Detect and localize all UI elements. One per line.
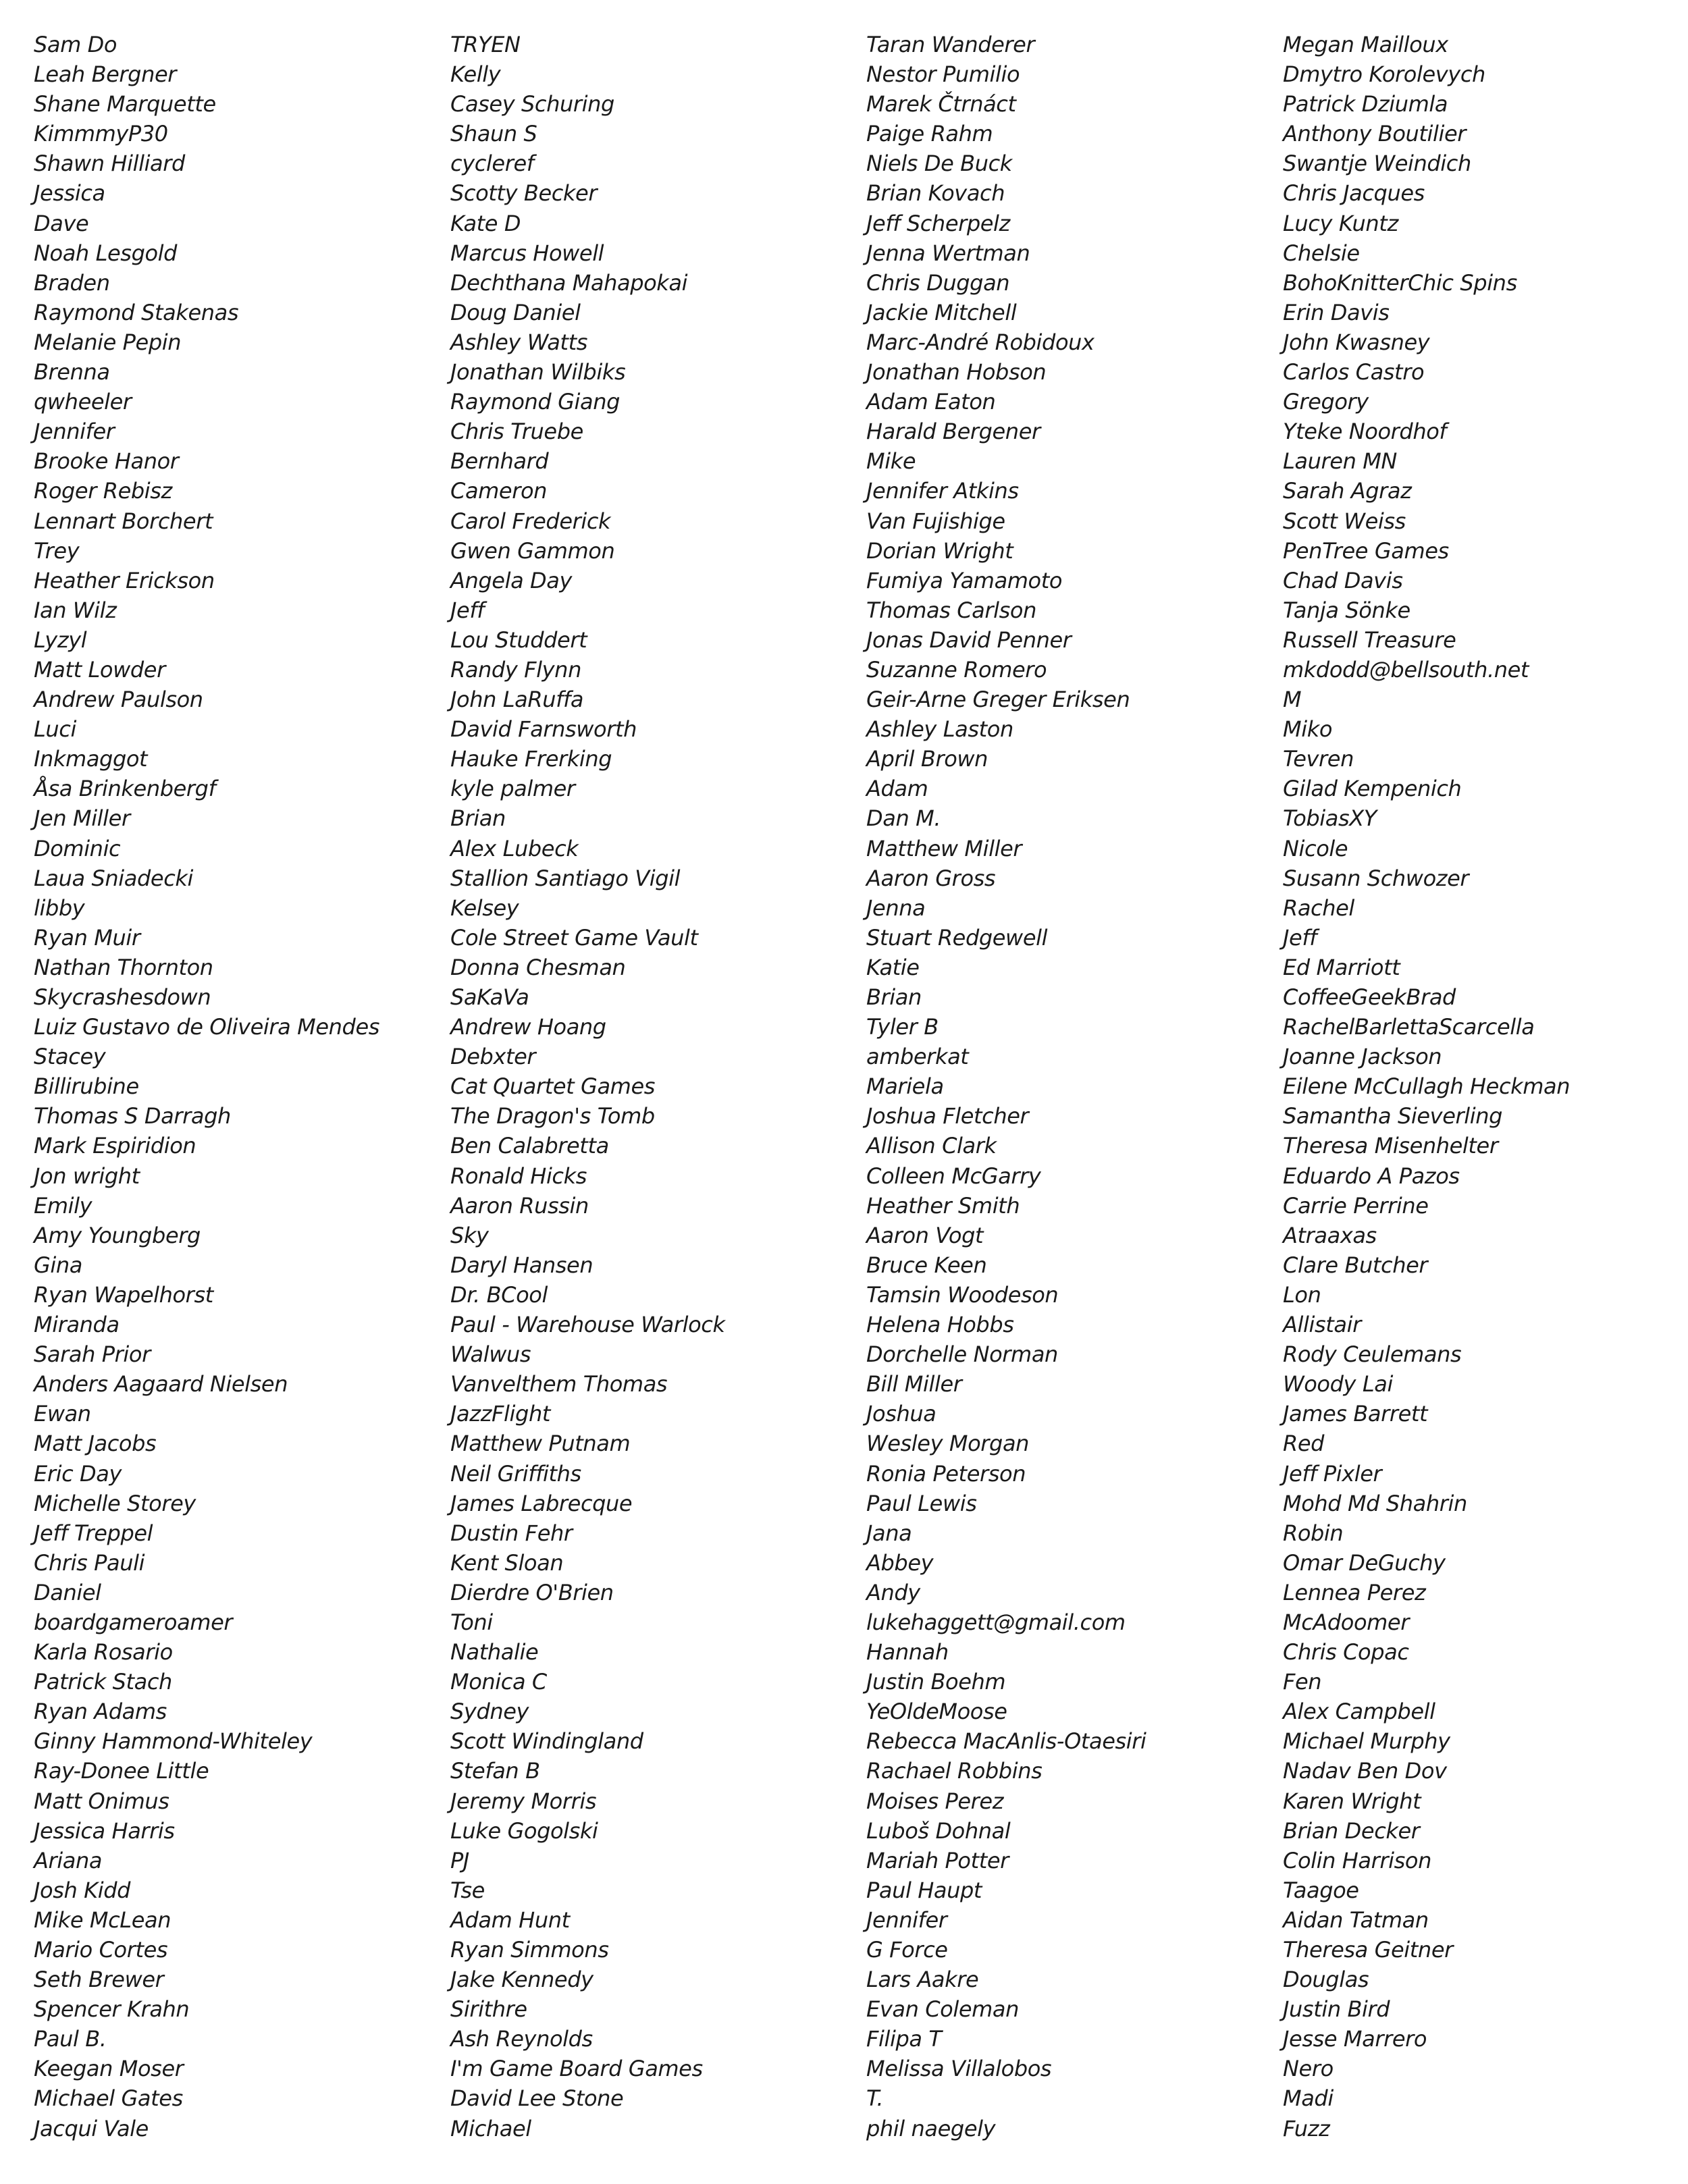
name-list-item: Matt Lowder <box>34 656 165 683</box>
name-list-item: Patrick Stach <box>34 1669 172 1695</box>
name-list-item: Luci <box>34 716 76 743</box>
name-list-item: Josh Kidd <box>34 1877 131 1903</box>
name-list-item: Shaun S <box>450 121 537 147</box>
name-list-item: BohoKnitterChic Spins <box>1283 269 1517 296</box>
name-list-item: John Kwasney <box>1283 329 1430 355</box>
name-list-item: Fen <box>1283 1669 1322 1695</box>
name-list-item: Raymond Giang <box>450 389 620 415</box>
name-list-item: Brenna <box>34 359 110 385</box>
name-list-item: Samantha Sieverling <box>1283 1103 1503 1129</box>
name-list-item: Joanne Jackson <box>1283 1044 1442 1070</box>
name-list-item: Michelle Storey <box>34 1490 196 1516</box>
name-list-item: Nathalie <box>450 1639 539 1666</box>
name-list-item: Joshua <box>866 1401 937 1427</box>
name-list-item: Evan Coleman <box>866 1996 1019 2023</box>
name-list-item: Lennart Borchert <box>34 508 213 534</box>
name-list-item: I'm Game Board Games <box>450 2056 703 2082</box>
name-list-item: Adam Eaton <box>866 389 996 415</box>
name-list-item: Sky <box>450 1222 489 1248</box>
name-list-item: Marek Čtrnáct <box>866 91 1016 117</box>
name-list-item: Karla Rosario <box>34 1639 173 1666</box>
name-list-item: TobiasXY <box>1283 805 1377 832</box>
name-list-item: Erin Davis <box>1283 299 1390 325</box>
name-list-item: Alex Lubeck <box>450 835 579 861</box>
name-list-item: Daniel <box>34 1579 101 1605</box>
name-list-item: Lon <box>1283 1281 1321 1308</box>
name-list-item: Jenna Wertman <box>866 240 1030 266</box>
name-list-item: Jon wright <box>34 1163 140 1189</box>
name-list-item: Skycrashesdown <box>34 984 211 1010</box>
name-list-item: Dierdre O'Brien <box>450 1579 614 1605</box>
name-list-item: Jessica <box>34 180 105 207</box>
name-list-item: Sirithre <box>450 1996 527 2023</box>
name-list-item: Tyler B <box>866 1014 939 1040</box>
name-list-item: Helena Hobbs <box>866 1312 1014 1338</box>
name-list-item: Jeff Scherpelz <box>866 210 1010 236</box>
name-column-1 <box>34 30 439 2143</box>
name-list-item: Sarah Prior <box>34 1341 151 1368</box>
name-list-item: Ryan Wapelhorst <box>34 1281 213 1308</box>
name-list-item: Aaron Russin <box>450 1192 589 1219</box>
name-list-item: Åsa Brinkenbergf <box>34 776 216 802</box>
name-list-item: Marcus Howell <box>450 240 604 266</box>
name-list-item: Kelly <box>450 61 501 88</box>
name-list-item: Ryan Muir <box>34 924 140 951</box>
name-list-item: Andrew Hoang <box>450 1014 606 1040</box>
name-list-item: Chelsie <box>1283 240 1360 266</box>
name-list-item: Ariana <box>34 1847 103 1873</box>
name-list-item: Woody Lai <box>1283 1371 1393 1397</box>
name-list-item: Ronald Hicks <box>450 1163 587 1189</box>
name-list-item: Chad Davis <box>1283 567 1403 593</box>
name-list-item: Melanie Pepin <box>34 329 182 355</box>
name-list-item: Omar DeGuchy <box>1283 1549 1446 1576</box>
name-list-item: Casey Schuring <box>450 91 614 117</box>
name-list-item: Michael <box>450 2115 531 2141</box>
name-list-item: Justin Boehm <box>866 1669 1006 1695</box>
name-list-item: Ewan <box>34 1401 91 1427</box>
name-list-item: Douglas <box>1283 1967 1369 1993</box>
name-list-item: Stallion Santiago Vigil <box>450 865 681 891</box>
name-list-item: SaKaVa <box>450 984 529 1010</box>
name-list-item: Matt Jacobs <box>34 1431 157 1457</box>
name-list-item: Kelsey <box>450 895 519 921</box>
name-list-item: Ashley Watts <box>450 329 587 355</box>
name-column-2 <box>450 30 855 2143</box>
name-list-item: Mark Espiridion <box>34 1133 196 1159</box>
name-list-item: Michael Murphy <box>1283 1728 1450 1755</box>
name-list-item: Megan Mailloux <box>1283 32 1448 57</box>
name-list-item: Chris Jacques <box>1283 180 1425 207</box>
name-list-item: Paul Haupt <box>866 1877 982 1903</box>
name-list-item: Stuart Redgewell <box>866 924 1048 951</box>
name-list-item: Nadav Ben Dov <box>1283 1758 1447 1784</box>
name-list-item: Walwus <box>450 1341 531 1368</box>
name-list-item: Brian <box>450 805 506 832</box>
name-list-item: Karen Wright <box>1283 1788 1421 1814</box>
name-list-item: Dominic <box>34 835 121 861</box>
name-list-item: Geir-Arne Greger Eriksen <box>866 687 1130 713</box>
name-list-item: Wesley Morgan <box>866 1431 1030 1457</box>
name-list-item: Dmytro Korolevych <box>1283 61 1485 88</box>
name-list-item: Jen Miller <box>34 805 130 832</box>
name-list-item: Aidan Tatman <box>1283 1907 1429 1933</box>
name-list-item: Mike <box>866 448 916 475</box>
name-list-item: Russell Treasure <box>1283 627 1456 653</box>
name-list-item: Shane Marquette <box>34 91 216 117</box>
name-list-item: Cat Quartet Games <box>450 1073 655 1100</box>
name-list-item: Matt Onimus <box>34 1788 169 1814</box>
name-list-item: Nathan Thornton <box>34 954 213 980</box>
name-list-item: Allistair <box>1283 1312 1361 1338</box>
name-list-item: Chris Duggan <box>866 269 1010 296</box>
name-list-item: The Dragon's Tomb <box>450 1103 655 1129</box>
name-list-item: Vanvelthem Thomas <box>450 1371 668 1397</box>
name-list-item: Thomas Carlson <box>866 597 1036 623</box>
name-list-item: Allison Clark <box>866 1133 997 1159</box>
name-list-item: Nero <box>1283 2056 1334 2082</box>
name-list-item: Dorian Wright <box>866 537 1013 564</box>
name-list-item: Emily <box>34 1192 93 1219</box>
name-list-item: Spencer Krahn <box>34 1996 190 2023</box>
name-list-item: Scott Windingland <box>450 1728 643 1755</box>
name-list-item: Suzanne Romero <box>866 656 1047 683</box>
name-list-item: Ashley Laston <box>866 716 1013 743</box>
name-list-item: G Force <box>866 1937 948 1963</box>
name-list-item: Trey <box>34 537 80 564</box>
name-list-item: Scotty Becker <box>450 180 598 207</box>
name-list-item: Tanja Sönke <box>1283 597 1410 623</box>
name-list-item: Adam Hunt <box>450 1907 570 1933</box>
name-list-item: Dorchelle Norman <box>866 1341 1058 1368</box>
name-list-item: Lars Aakre <box>866 1967 979 1993</box>
name-list-item: Michael Gates <box>34 2085 183 2112</box>
name-list-item: John LaRuffa <box>450 687 584 713</box>
name-list-item: PJ <box>450 1847 469 1873</box>
name-list-item: Gina <box>34 1252 82 1278</box>
name-list-item: Aaron Gross <box>866 865 996 891</box>
name-list-item: lukehaggett@gmail.com <box>866 1609 1126 1635</box>
name-list-item: Daryl Hansen <box>450 1252 594 1278</box>
name-list-item: Brooke Hanor <box>34 448 179 475</box>
name-list-item: Colin Harrison <box>1283 1847 1431 1873</box>
name-list-item: Bernhard <box>450 448 549 475</box>
name-list-item: Brian <box>866 984 922 1010</box>
name-list-item: Jeff <box>1283 924 1317 951</box>
name-list-item: Harald Bergener <box>866 419 1040 445</box>
name-list-item: Eric Day <box>34 1460 122 1487</box>
name-list-item: Jeff Treppel <box>34 1520 153 1546</box>
name-list-item: Inkmaggot <box>34 746 148 772</box>
name-list-item: Tevren <box>1283 746 1354 772</box>
name-list-item: Jackie Mitchell <box>866 299 1017 325</box>
name-list-item: Abbey <box>866 1549 934 1576</box>
name-list-item: kyle palmer <box>450 776 575 802</box>
name-list-item: Noah Lesgold <box>34 240 178 266</box>
name-list-item: Theresa Misenhelter <box>1283 1133 1498 1159</box>
name-list-item: Ryan Simmons <box>450 1937 609 1963</box>
name-list-item: Aaron Vogt <box>866 1222 984 1248</box>
name-list-item: Miranda <box>34 1312 120 1338</box>
name-list-item: Billirubine <box>34 1073 139 1100</box>
name-list-item: Ryan Adams <box>34 1699 167 1725</box>
name-list-item: Mariela <box>866 1073 944 1100</box>
name-list-item: Cameron <box>450 478 548 504</box>
name-list-item: Miko <box>1283 716 1333 743</box>
name-list-item: Nicole <box>1283 835 1348 861</box>
name-list-item: Bill Miller <box>866 1371 962 1397</box>
name-list-item: Rebecca MacAnlis-Otaesiri <box>866 1728 1146 1755</box>
name-list-item: Lennea Perez <box>1283 1579 1426 1605</box>
name-list-item: Jonas David Penner <box>866 627 1072 653</box>
name-list-item: Jeff Pixler <box>1283 1460 1382 1487</box>
name-list-item: Fuzz <box>1283 2115 1330 2141</box>
name-list-item: Luiz Gustavo de Oliveira Mendes <box>34 1014 380 1040</box>
name-list-item: Jennifer <box>866 1907 947 1933</box>
name-list-item: Paul B. <box>34 2026 107 2052</box>
name-list-item: Andy <box>866 1579 920 1605</box>
name-list-item: Gregory <box>1283 389 1369 415</box>
name-list-item: Chris Copac <box>1283 1639 1409 1666</box>
name-list-item: Amy Youngberg <box>34 1222 201 1248</box>
name-list-item: Kent Sloan <box>450 1549 564 1576</box>
name-list-item: Sarah Agraz <box>1283 478 1412 504</box>
name-list-item: Andrew Paulson <box>34 687 203 713</box>
name-list-item: Melissa Villalobos <box>866 2056 1052 2082</box>
name-list-item: Jonathan Wilbiks <box>450 359 626 385</box>
name-list-item: Braden <box>34 269 110 296</box>
name-list-item: Swantje Weindich <box>1283 151 1471 177</box>
name-list-item: Tse <box>450 1877 485 1903</box>
name-list-item: Niels De Buck <box>866 151 1012 177</box>
name-list-item: Lucy Kuntz <box>1283 210 1398 236</box>
name-list-item: Anthony Boutilier <box>1283 121 1467 147</box>
name-list-item: David Lee Stone <box>450 2085 624 2112</box>
name-list-item: Tamsin Woodeson <box>866 1281 1059 1308</box>
name-list-item: libby <box>34 895 85 921</box>
name-list-item: Colleen McGarry <box>866 1163 1041 1189</box>
name-list-item: Jennifer Atkins <box>866 478 1019 504</box>
name-list-item: Alex Campbell <box>1283 1699 1435 1725</box>
name-list-item: phil naegely <box>866 2115 996 2141</box>
name-list-item: Stefan B <box>450 1758 540 1784</box>
name-list-item: Seth Brewer <box>34 1967 164 1993</box>
name-list-item: Brian Decker <box>1283 1817 1420 1844</box>
name-list-item: KimmmyP30 <box>34 121 168 147</box>
name-list-item: Hauke Frerking <box>450 746 612 772</box>
name-list-item: Carlos Castro <box>1283 359 1425 385</box>
name-list-item: YeOldeMoose <box>866 1699 1007 1725</box>
name-list-item: Lou Studdert <box>450 627 587 653</box>
name-list-item: qwheeler <box>34 389 132 415</box>
name-list-item: CoffeeGeekBrad <box>1283 984 1456 1010</box>
name-list-item: Rachael Robbins <box>866 1758 1043 1784</box>
name-list-item: Van Fujishige <box>866 508 1005 534</box>
name-list-item: Filipa T <box>866 2026 942 2052</box>
name-list-item: Justin Bird <box>1283 1996 1390 2023</box>
name-list-item: Jeff <box>450 597 485 623</box>
name-list-item: Leah Bergner <box>34 61 177 88</box>
name-list-item: Marc-André Robidoux <box>866 329 1094 355</box>
name-list-item: Taagoe <box>1283 1877 1359 1903</box>
name-list-item: Chris Truebe <box>450 419 583 445</box>
name-list-item: Anders Aagaard Nielsen <box>34 1371 288 1397</box>
name-list-item: Dr. BCool <box>450 1281 548 1308</box>
name-list-item: Brian Kovach <box>866 180 1005 207</box>
name-list-item: Luke Gogolski <box>450 1817 598 1844</box>
name-list-item: Theresa Geitner <box>1283 1937 1453 1963</box>
name-list-item: Jesse Marrero <box>1283 2026 1427 2052</box>
name-list-item: Paul - Warehouse Warlock <box>450 1312 725 1338</box>
name-list-item: Taran Wanderer <box>866 32 1035 57</box>
name-list-item: Heather Smith <box>866 1192 1020 1219</box>
name-list-item: Mario Cortes <box>34 1937 168 1963</box>
name-list-item: James Barrett <box>1283 1401 1428 1427</box>
name-list-item: Lauren MN <box>1283 448 1397 475</box>
name-list-item: amberkat <box>866 1044 969 1070</box>
name-list-item: Bruce Keen <box>866 1252 987 1278</box>
name-list-item: PenTree Games <box>1283 537 1449 564</box>
name-list-item: Ray-Donee Little <box>34 1758 209 1784</box>
name-list-item: Mike McLean <box>34 1907 172 1933</box>
name-list-item: Fumiya Yamamoto <box>866 567 1063 593</box>
name-list-item: Shawn Hilliard <box>34 151 185 177</box>
name-list-item: Ben Calabretta <box>450 1133 609 1159</box>
name-list-item: mkdodd@bellsouth.net <box>1283 656 1529 683</box>
name-list-item: Roger Rebisz <box>34 478 172 504</box>
name-list-item: Randy Flynn <box>450 656 581 683</box>
name-list-item: Eduardo A Pazos <box>1283 1163 1460 1189</box>
name-list-item: Ginny Hammond-Whiteley <box>34 1728 313 1755</box>
name-list-item: Lyzyl <box>34 627 87 653</box>
name-list-item: Cole Street Game Vault <box>450 924 698 951</box>
name-list-item: McAdoomer <box>1283 1609 1409 1635</box>
name-list-item: Matthew Putnam <box>450 1431 631 1457</box>
name-list-item: Ian Wilz <box>34 597 117 623</box>
name-list-item: Dave <box>34 210 89 236</box>
name-list-item: Gilad Kempenich <box>1283 776 1462 802</box>
name-list-item: Mariah Potter <box>866 1847 1009 1873</box>
name-list-item: Sydney <box>450 1699 529 1725</box>
name-list-item: Sam Do <box>34 32 117 57</box>
name-list-item: Paige Rahm <box>866 121 993 147</box>
name-list-item: Jonathan Hobson <box>866 359 1047 385</box>
name-list-item: Paul Lewis <box>866 1490 977 1516</box>
name-list-item: Rody Ceulemans <box>1283 1341 1462 1368</box>
name-list-item: T. <box>866 2085 884 2112</box>
name-list-item: Jessica Harris <box>34 1817 175 1844</box>
name-list-item: Scott Weiss <box>1283 508 1406 534</box>
name-list-item: Adam <box>866 776 928 802</box>
name-list-item: Atraaxas <box>1283 1222 1377 1248</box>
name-list-item: Donna Chesman <box>450 954 626 980</box>
name-list-item: April Brown <box>866 746 988 772</box>
name-list-item: Hannah <box>866 1639 949 1666</box>
name-list-item: Monica C <box>450 1669 547 1695</box>
name-list-item: Gwen Gammon <box>450 537 615 564</box>
name-list-item: cycleref <box>450 151 534 177</box>
name-list-item: Carol Frederick <box>450 508 611 534</box>
name-list-item: David Farnsworth <box>450 716 637 743</box>
name-column-4 <box>1283 30 1688 2143</box>
name-list-item: M <box>1283 687 1302 713</box>
name-list-item: Clare Butcher <box>1283 1252 1428 1278</box>
name-list-item: boardgameroamer <box>34 1609 233 1635</box>
name-list-item: Kate D <box>450 210 521 236</box>
name-list-item: JazzFlight <box>450 1401 550 1427</box>
name-list-item: Toni <box>450 1609 493 1635</box>
name-list-item: Jeremy Morris <box>450 1788 597 1814</box>
name-list-item: RachelBarlettaScarcella <box>1283 1014 1535 1040</box>
name-list-item: Neil Griffiths <box>450 1460 581 1487</box>
name-list-item: Robin <box>1283 1520 1344 1546</box>
name-list-item: Thomas S Darragh <box>34 1103 231 1129</box>
name-list-item: Katie <box>866 954 920 980</box>
name-list-item: Debxter <box>450 1044 536 1070</box>
name-list-item: Laua Sniadecki <box>34 865 194 891</box>
name-list-item: Keegan Moser <box>34 2056 184 2082</box>
name-list-item: Dan M. <box>866 805 941 832</box>
name-list-item: Dechthana Mahapokai <box>450 269 688 296</box>
name-list-item: Moises Perez <box>866 1788 1004 1814</box>
name-list-item: Joshua Fletcher <box>866 1103 1029 1129</box>
name-list-item: Dustin Fehr <box>450 1520 573 1546</box>
name-list-item: Red <box>1283 1431 1325 1457</box>
name-list-item: Ed Marriott <box>1283 954 1400 980</box>
name-list-item: Carrie Perrine <box>1283 1192 1429 1219</box>
name-list-item: Yteke Noordhof <box>1283 419 1447 445</box>
name-list-item: Chris Pauli <box>34 1549 145 1576</box>
name-list-item: Heather Erickson <box>34 567 215 593</box>
name-list-item: Stacey <box>34 1044 106 1070</box>
name-list-item: Jennifer <box>34 419 115 445</box>
name-list-item: Angela Day <box>450 567 573 593</box>
name-list-item: Ash Reynolds <box>450 2026 593 2052</box>
name-list-item: Patrick Dziumla <box>1283 91 1448 117</box>
name-list-item: Madi <box>1283 2085 1334 2112</box>
name-list-item: Jenna <box>866 895 926 921</box>
name-list-item: Jacqui Vale <box>34 2115 149 2141</box>
name-list-item: James Labrecque <box>450 1490 633 1516</box>
name-list-item: TRYEN <box>450 32 521 57</box>
name-list-item: Jake Kennedy <box>450 1967 594 1993</box>
name-list-item: Luboš Dohnal <box>866 1817 1011 1844</box>
name-list-item: Matthew Miller <box>866 835 1022 861</box>
name-list-item: Ronia Peterson <box>866 1460 1026 1487</box>
name-list-item: Rachel <box>1283 895 1354 921</box>
name-list-item: Mohd Md Shahrin <box>1283 1490 1467 1516</box>
name-list-item: Eilene McCullagh Heckman <box>1283 1073 1571 1100</box>
name-list-item: Raymond Stakenas <box>34 299 239 325</box>
name-list-item: Jana <box>866 1520 912 1546</box>
name-column-3 <box>866 30 1271 2143</box>
name-list-item: Nestor Pumilio <box>866 61 1020 88</box>
name-list-item: Doug Daniel <box>450 299 581 325</box>
name-list-item: Susann Schwozer <box>1283 865 1469 891</box>
